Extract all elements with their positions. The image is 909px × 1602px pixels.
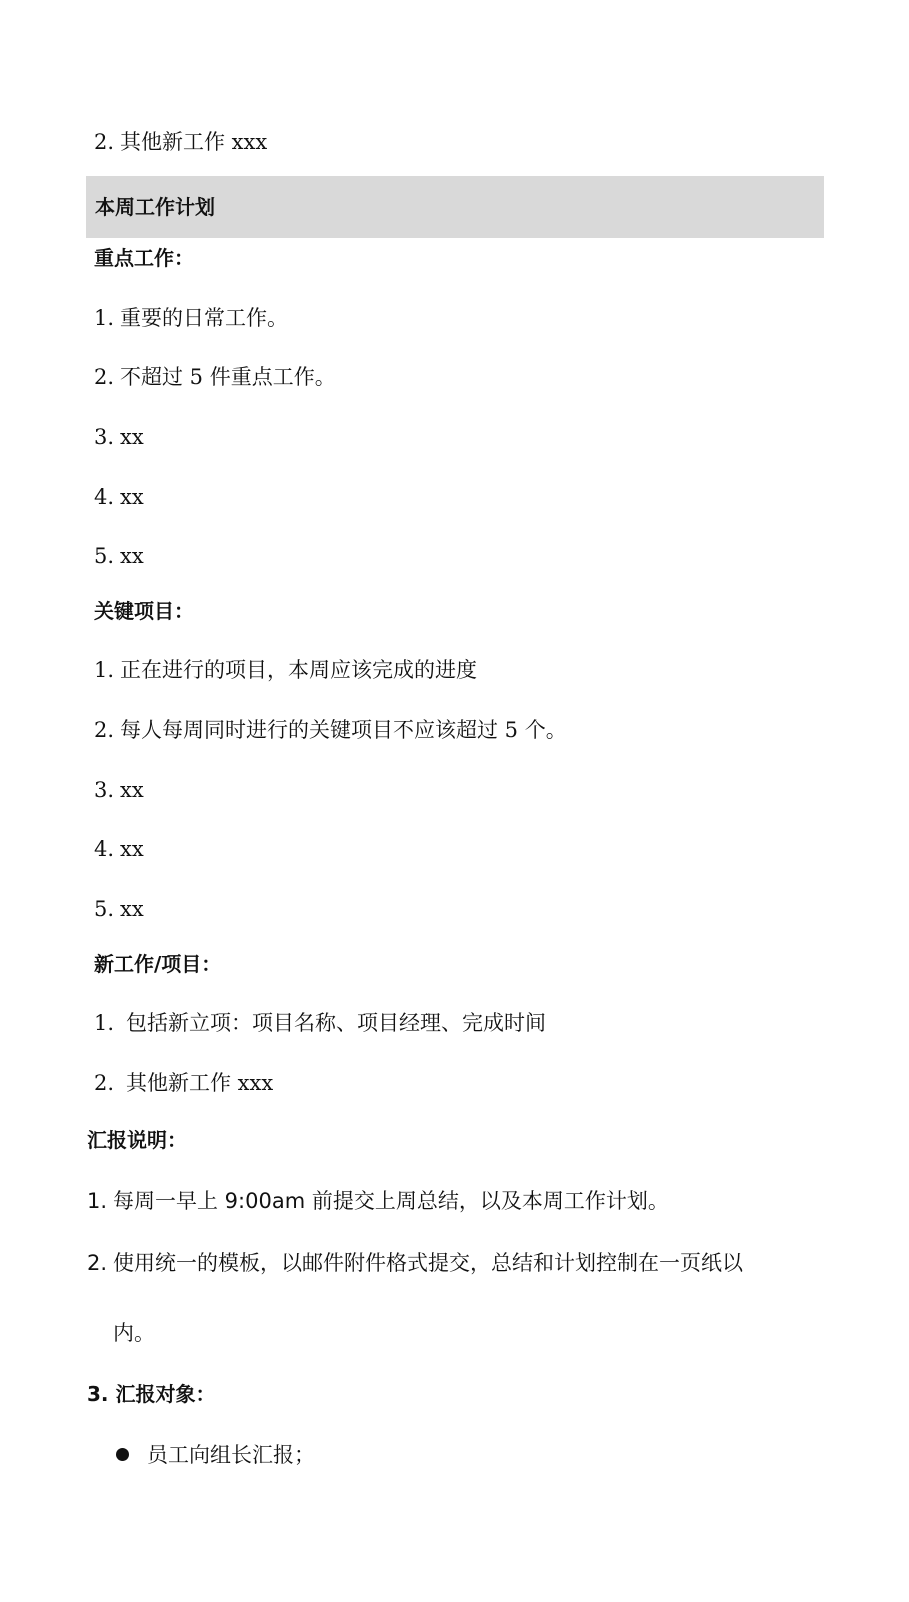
list-text: 每周一早上 9:00am 前提交上周总结，以及本周工作计划。 xyxy=(113,1189,669,1213)
key-projects-item-2 xyxy=(94,716,567,744)
new-work-heading: 新工作/项目： xyxy=(94,952,222,976)
list-number: 2. xyxy=(94,1071,115,1095)
list-text: 包括新立项：项目名称、项目经理、完成时间 xyxy=(126,1011,546,1035)
list-number: 2. xyxy=(87,1251,108,1275)
key-projects-item-4 xyxy=(94,835,144,863)
key-work-item-4 xyxy=(94,483,144,511)
key-projects-item-5 xyxy=(94,895,144,923)
list-text: 重要的日常工作。 xyxy=(120,306,288,330)
report-notes-heading: 汇报说明： xyxy=(87,1128,187,1152)
list-number: 4. xyxy=(94,485,115,509)
list-number: 1. xyxy=(94,658,115,682)
list-text: xx xyxy=(120,837,144,861)
list-number: 1. xyxy=(87,1189,108,1213)
key-work-item-1 xyxy=(94,304,288,332)
list-number: 2. xyxy=(94,365,115,389)
report-notes-item-2 xyxy=(87,1249,743,1277)
key-projects-item-3 xyxy=(94,776,144,804)
key-work-item-5 xyxy=(94,542,144,570)
bullet-icon xyxy=(116,1448,129,1461)
key-work-item-2 xyxy=(94,363,336,391)
list-text: xx xyxy=(120,485,144,509)
section-header-bar xyxy=(86,176,824,238)
key-projects-item-1 xyxy=(94,656,477,684)
bullet-text: 员工向组长汇报； xyxy=(147,1443,315,1467)
list-text: 每人每周同时进行的关键项目不应该超过 5 个。 xyxy=(120,718,567,742)
list-text: xx xyxy=(120,778,144,802)
report-target-bullet-1 xyxy=(116,1441,315,1469)
section-title: 本周工作计划 xyxy=(95,195,215,219)
prev-new-work-item-2 xyxy=(94,128,267,156)
report-notes-item-1 xyxy=(87,1187,669,1215)
list-number: 2. xyxy=(94,130,115,154)
list-text: xx xyxy=(120,544,144,568)
list-number: 1. xyxy=(94,306,115,330)
key-projects-heading: 关键项目： xyxy=(94,599,194,623)
list-number: 2. xyxy=(94,718,115,742)
list-number: 4. xyxy=(94,837,115,861)
key-work-item-3 xyxy=(94,423,144,451)
list-number: 5. xyxy=(94,897,115,921)
list-number: 1. xyxy=(94,1011,115,1035)
report-target-heading: 3. 汇报对象： xyxy=(87,1382,216,1406)
new-work-item-2 xyxy=(94,1069,273,1097)
list-text: xx xyxy=(120,897,144,921)
new-work-item-1 xyxy=(94,1009,546,1037)
key-work-heading: 重点工作： xyxy=(94,246,194,270)
list-number: 3. xyxy=(94,778,115,802)
list-text: 其他新工作 xxx xyxy=(120,130,268,154)
report-notes-item-2-continued: 内。 xyxy=(113,1321,155,1345)
list-number: 5. xyxy=(94,544,115,568)
list-text: xx xyxy=(120,425,144,449)
list-text: 其他新工作 xxx xyxy=(126,1071,274,1095)
list-text: 使用统一的模板，以邮件附件格式提交，总结和计划控制在一页纸以 xyxy=(113,1251,743,1275)
list-text: 不超过 5 件重点工作。 xyxy=(120,365,336,389)
list-text: 正在进行的项目，本周应该完成的进度 xyxy=(120,658,477,682)
list-number: 3. xyxy=(94,425,115,449)
